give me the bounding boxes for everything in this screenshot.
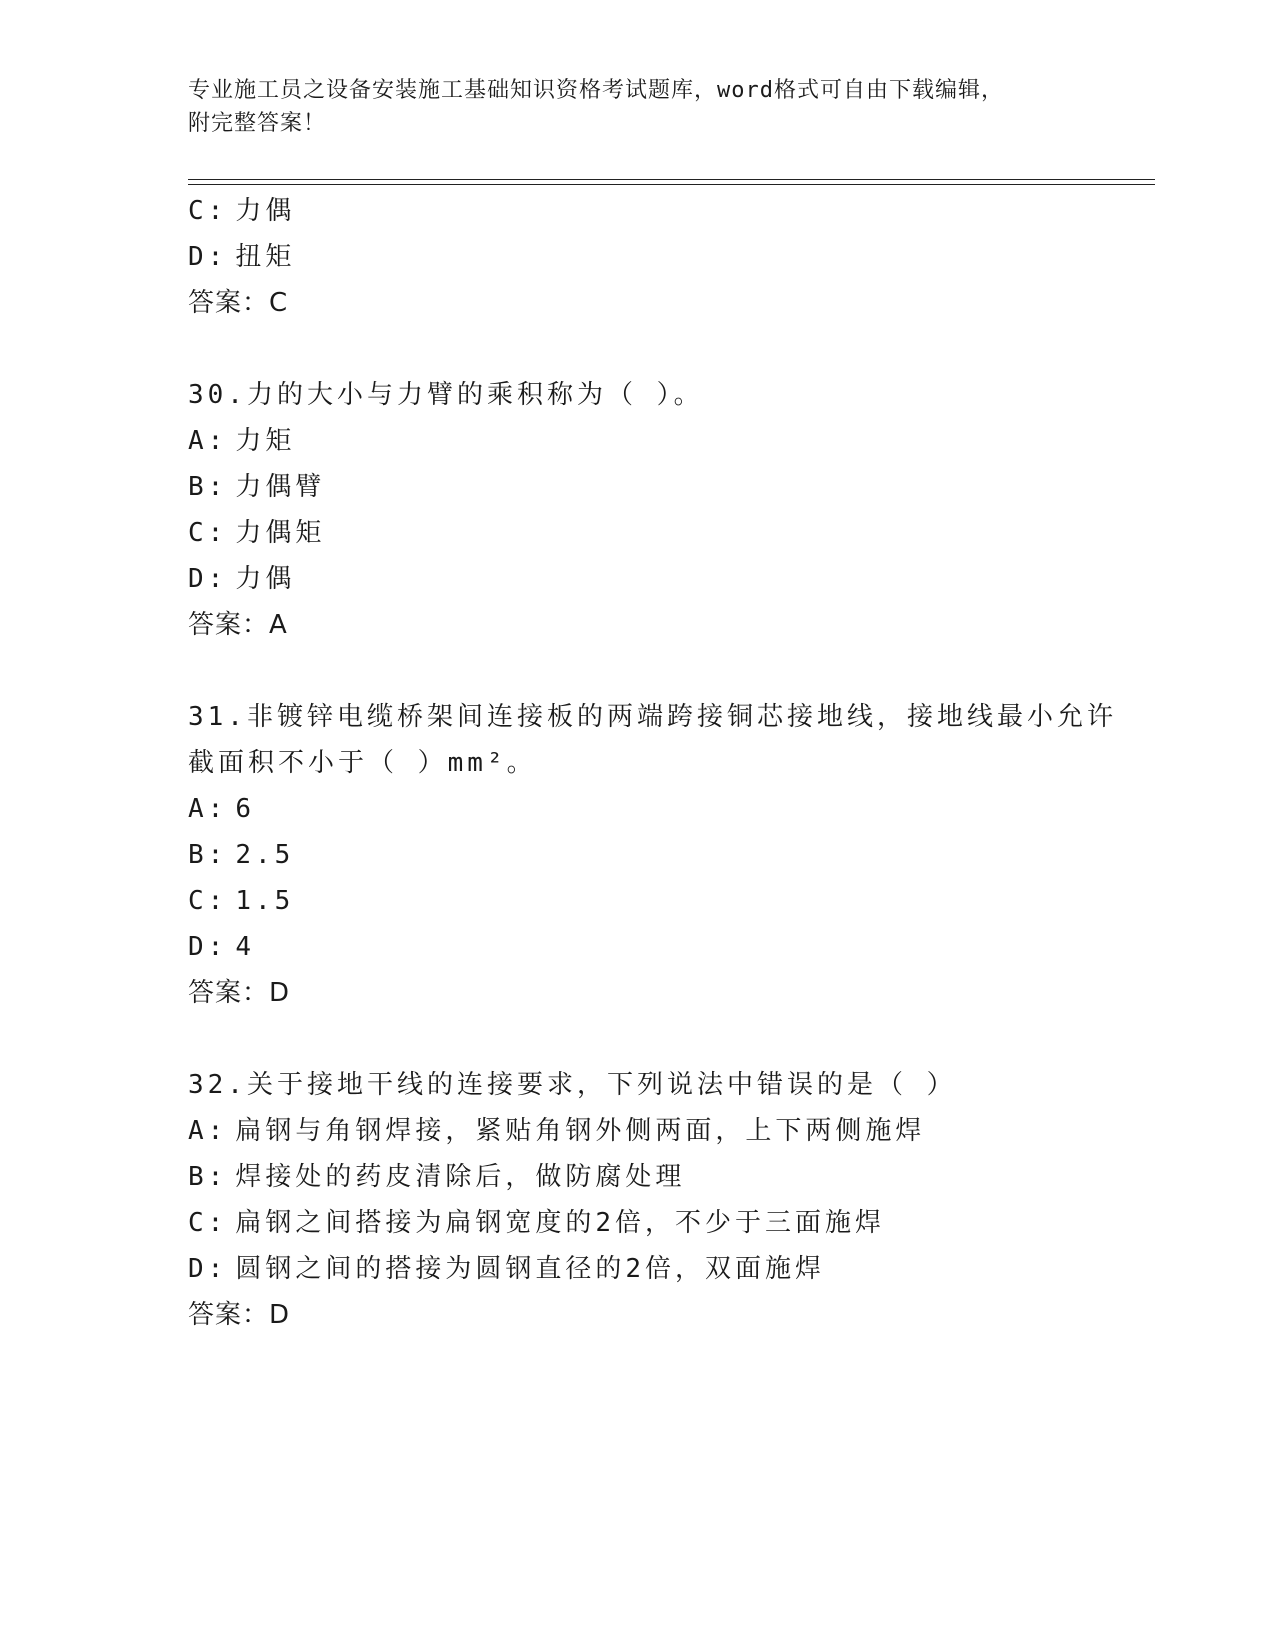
option-text: 扁钢与角钢焊接，紧贴角钢外侧两面，上下两侧施焊 — [235, 1116, 926, 1146]
option-item: D: 4 — [188, 932, 255, 962]
header-divider — [188, 179, 1155, 185]
option-text: 扁钢之间搭接为扁钢宽度的2倍，不少于三面施焊 — [235, 1208, 885, 1238]
question-text: 30.力的大小与力臂的乘积称为（ ）。 — [188, 380, 704, 410]
option-text: 力偶臂 — [235, 472, 326, 502]
option-letter: B — [188, 840, 208, 870]
spacer — [188, 648, 1088, 694]
option-text: 扭矩 — [235, 242, 296, 272]
option-item: C: 1.5 — [188, 886, 295, 916]
answer-line: 答案：D — [188, 978, 291, 1008]
question-text: 32.关于接地干线的连接要求，下列说法中错误的是（ ） — [188, 1070, 957, 1100]
option-letter: D — [188, 1254, 208, 1284]
spacer — [188, 1016, 1088, 1062]
option-text: 2.5 — [235, 840, 295, 870]
answer-line: 答案：D — [188, 1300, 291, 1330]
header-line-2: 附完整答案！ — [188, 111, 327, 136]
option-text: 焊接处的药皮清除后，做防腐处理 — [235, 1162, 686, 1192]
option-item: B: 力偶臂 — [188, 472, 326, 502]
option-item: A: 力矩 — [188, 426, 296, 456]
option-item: D: 力偶 — [188, 564, 296, 594]
answer-line: 答案：C — [188, 288, 289, 318]
option-letter: B — [188, 472, 208, 502]
question-text-continued: 截面积不小于（ ）mm²。 — [188, 748, 537, 778]
answer-line: 答案：A — [188, 610, 288, 640]
option-text: 力偶矩 — [235, 518, 326, 548]
option-letter: C — [188, 886, 208, 916]
option-text: 4 — [235, 932, 255, 962]
option-letter: C — [188, 1208, 208, 1238]
option-item: A: 6 — [188, 794, 255, 824]
option-text: 力偶 — [235, 196, 296, 226]
option-item: D: 圆钢之间的搭接为圆钢直径的2倍，双面施焊 — [188, 1254, 825, 1284]
option-item: A: 扁钢与角钢焊接，紧贴角钢外侧两面，上下两侧施焊 — [188, 1116, 926, 1146]
option-text: 1.5 — [235, 886, 295, 916]
option-item: B: 2.5 — [188, 840, 295, 870]
header-line-1: 专业施工员之设备安装施工基础知识资格考试题库，word格式可自由下载编辑， — [188, 78, 1004, 103]
option-item: C: 扁钢之间搭接为扁钢宽度的2倍，不少于三面施焊 — [188, 1208, 885, 1238]
option-item: D: 扭矩 — [188, 242, 296, 272]
option-letter: D — [188, 242, 208, 272]
option-item: C: 力偶矩 — [188, 518, 326, 548]
option-letter: A — [188, 794, 208, 824]
page-header — [188, 74, 1068, 140]
option-letter: D — [188, 932, 208, 962]
option-text: 力偶 — [235, 564, 296, 594]
option-letter: D — [188, 564, 208, 594]
option-text: 圆钢之间的搭接为圆钢直径的2倍，双面施焊 — [235, 1254, 825, 1284]
option-text: 力矩 — [235, 426, 296, 456]
option-item: C: 力偶 — [188, 196, 296, 226]
option-letter: A — [188, 426, 208, 456]
option-letter: A — [188, 1116, 208, 1146]
spacer — [188, 326, 1088, 372]
option-letter: C — [188, 518, 208, 548]
question-list — [188, 188, 1117, 1338]
option-item: B: 焊接处的药皮清除后，做防腐处理 — [188, 1162, 686, 1192]
option-letter: C — [188, 196, 208, 226]
option-letter: B — [188, 1162, 208, 1192]
option-text: 6 — [235, 794, 255, 824]
question-text: 31.非镀锌电缆桥架间连接板的两端跨接铜芯接地线，接地线最小允许 — [188, 702, 1117, 732]
